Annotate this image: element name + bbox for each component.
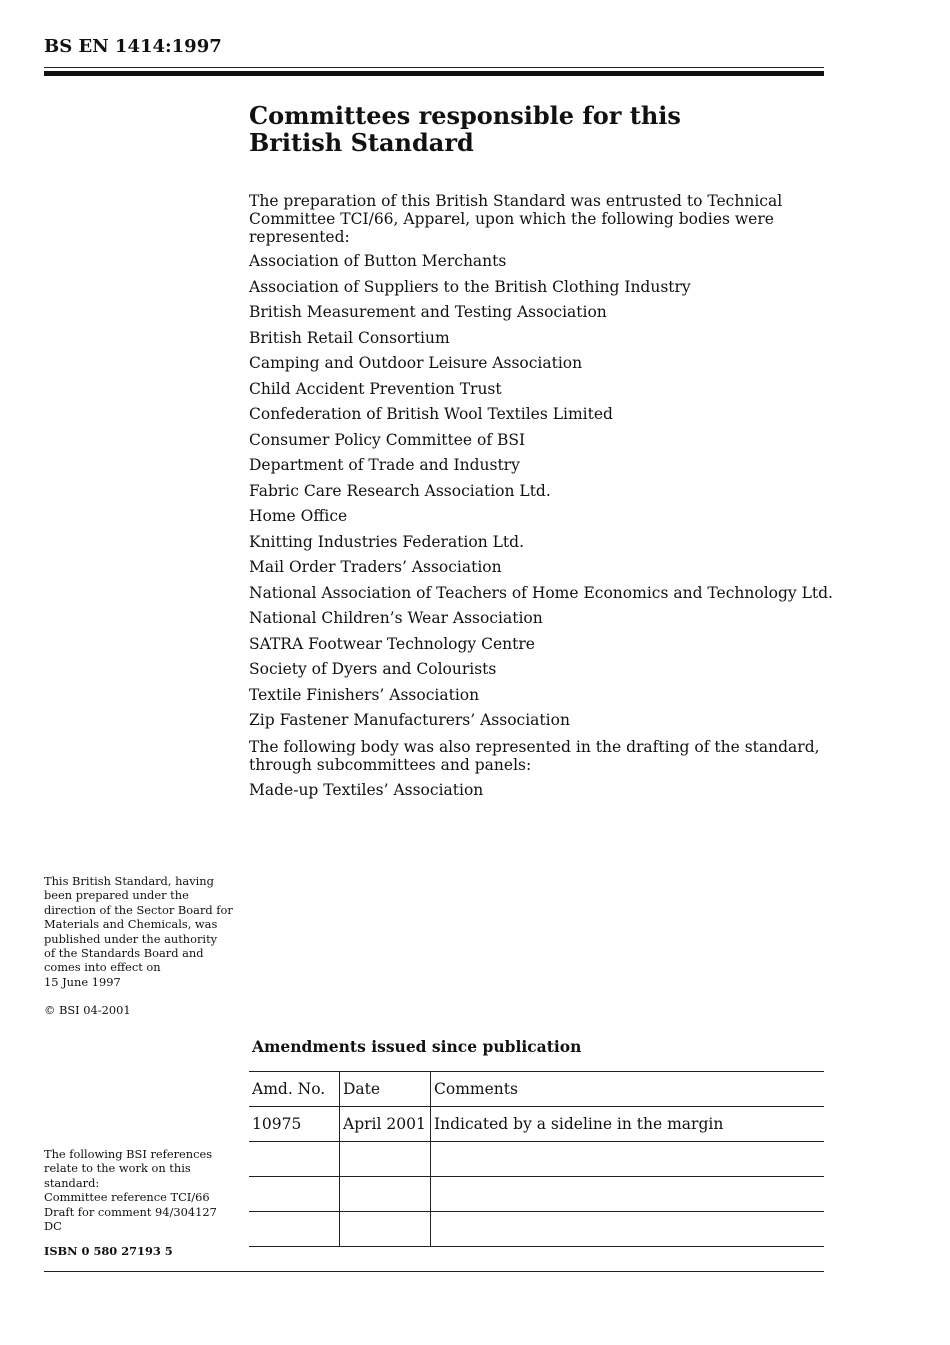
- list-item: Home Office: [249, 507, 348, 525]
- note-line: Materials and Chemicals, was: [44, 917, 218, 932]
- reference-line: DC: [44, 1219, 62, 1234]
- also-represented-body: Made-up Textiles’ Association: [249, 781, 484, 799]
- also-represented-paragraph: [249, 738, 824, 774]
- list-item: Textile Finishers’ Association: [249, 685, 480, 704]
- document-id: BS EN 1414:1997: [44, 36, 222, 57]
- header-rule-thick: [44, 71, 824, 76]
- comments-cell: Indicated by a sideline in the margin: [431, 1107, 825, 1142]
- intro-paragraph: [249, 192, 809, 246]
- reference-line: relate to the work on this: [44, 1161, 191, 1176]
- amd-no-cell: [249, 1212, 340, 1247]
- table-row: [249, 1177, 824, 1212]
- intro-line: The preparation of this British Standard was entrusted to Technical: [249, 192, 783, 210]
- list-item: Confederation of British Wool Textiles Limited: [249, 405, 613, 423]
- comments-cell: [431, 1177, 825, 1212]
- note-line: of the Standards Board and: [44, 946, 204, 961]
- list-item: Association of Button Merchants: [249, 252, 507, 270]
- comments-cell: [431, 1212, 825, 1247]
- amd-no-cell: [249, 1142, 340, 1177]
- also-line: The following body was also represented in the drafting of the standard,: [249, 738, 820, 756]
- intro-line: Committee TCI/66, Apparel, upon which the following bodies were: [249, 210, 774, 228]
- list-item: Consumer Policy Committee of BSI: [249, 430, 526, 449]
- reference-line: standard:: [44, 1175, 100, 1190]
- also-line: through subcommittees and panels:: [249, 756, 532, 774]
- list-item: Society of Dyers and Colourists: [249, 660, 497, 678]
- reference-line: Draft for comment 94/304127: [44, 1204, 217, 1219]
- amendments-title: Amendments issued since publication: [252, 1037, 582, 1056]
- note-line: This British Standard, having: [44, 874, 214, 888]
- title-line: British Standard: [249, 128, 474, 157]
- list-item: Camping and Outdoor Leisure Association: [249, 354, 583, 372]
- note-line: 15 June 1997: [44, 974, 121, 989]
- note-line: been prepared under the: [44, 888, 189, 903]
- list-item: SATRA Footwear Technology Centre: [249, 634, 535, 653]
- title-line: Committees responsible for this: [249, 101, 681, 130]
- amendments-table: [249, 1071, 824, 1247]
- table-header-row: [249, 1072, 824, 1107]
- amd-no-cell: [249, 1177, 340, 1212]
- date-cell: April 2001: [340, 1107, 431, 1142]
- list-item: Association of Suppliers to the British Clothing Industry: [249, 277, 691, 296]
- note-line: direction of the Sector Board for: [44, 902, 233, 917]
- table-row: [249, 1212, 824, 1247]
- list-item: British Measurement and Testing Association: [249, 303, 607, 321]
- list-item: Mail Order Traders’ Association: [249, 558, 502, 576]
- date-cell: [340, 1177, 431, 1212]
- table-row: [249, 1107, 824, 1142]
- note-line: comes into effect on: [44, 960, 161, 975]
- list-item: Zip Fastener Manufacturers’ Association: [249, 711, 570, 729]
- publication-note: [44, 874, 244, 989]
- footer-rule: [44, 1271, 824, 1272]
- list-item: National Children’s Wear Association: [249, 609, 543, 627]
- list-item: British Retail Consortium: [249, 328, 450, 347]
- page-title: [249, 102, 769, 156]
- column-header-date: Date: [340, 1072, 431, 1107]
- column-header-amd-no: Amd. No.: [249, 1072, 340, 1107]
- date-cell: [340, 1142, 431, 1177]
- list-item: Child Accident Prevention Trust: [249, 379, 502, 398]
- list-item: Knitting Industries Federation Ltd.: [249, 532, 525, 551]
- note-line: published under the authority: [44, 931, 218, 946]
- intro-line: represented:: [249, 228, 350, 246]
- table-row: [249, 1142, 824, 1177]
- amd-no-cell: 10975: [249, 1107, 340, 1142]
- list-item: National Association of Teachers of Home Economics and Technology Ltd.: [249, 583, 833, 602]
- reference-line: The following BSI references: [44, 1147, 213, 1161]
- isbn-number: ISBN 0 580 27193 5: [44, 1244, 173, 1258]
- bsi-references-note: [44, 1147, 244, 1233]
- comments-cell: [431, 1142, 825, 1177]
- column-header-comments: Comments: [431, 1072, 825, 1107]
- date-cell: [340, 1212, 431, 1247]
- header-rule-thin: [44, 67, 824, 68]
- list-item: Fabric Care Research Association Ltd.: [249, 481, 551, 500]
- reference-line: Committee reference TCI/66: [44, 1190, 210, 1205]
- represented-bodies-list: [249, 251, 833, 736]
- list-item: Department of Trade and Industry: [249, 456, 520, 474]
- copyright-notice: © BSI 04-2001: [44, 1003, 131, 1017]
